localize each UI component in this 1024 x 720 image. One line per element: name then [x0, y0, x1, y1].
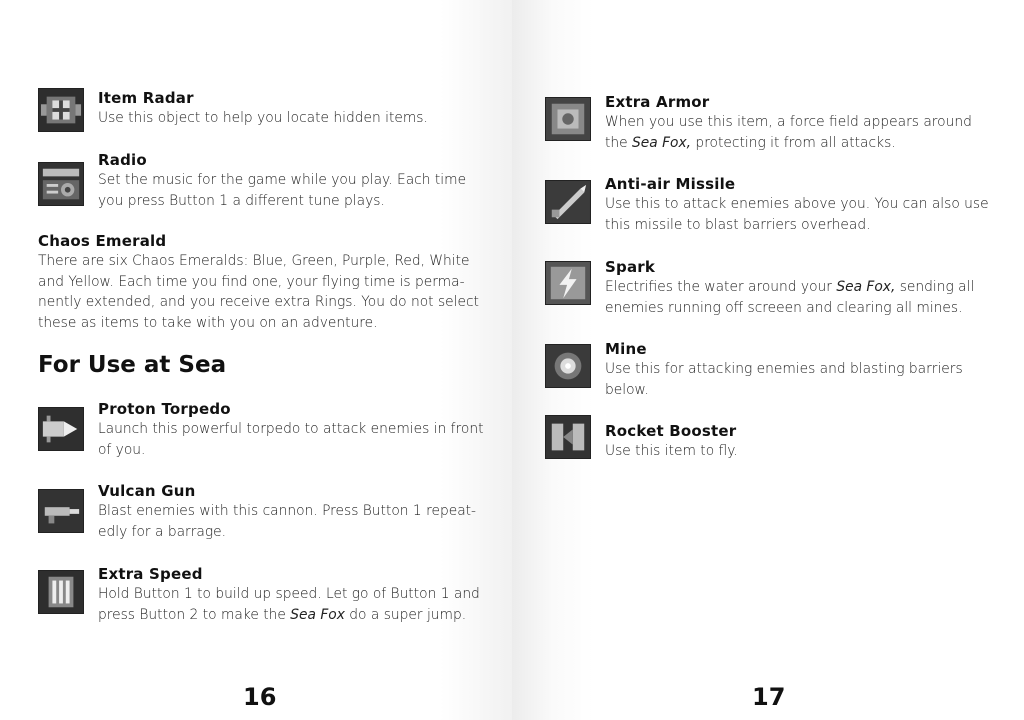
section-heading: For Use at Sea [38, 352, 227, 378]
item-title: Extra Armor [605, 93, 710, 111]
mine-icon [545, 344, 591, 388]
text-run: Electrifies the water around your [605, 279, 837, 295]
item-description: enemies running off screeen and clearing all mines. [605, 300, 963, 316]
right-page [512, 0, 1024, 720]
item-description: edly for a barrage. [98, 524, 226, 540]
text-run: press Button 2 to make the [98, 607, 291, 623]
item-description: There are six Chaos Emeralds: Blue, Green, Purple, Red, White [38, 253, 470, 269]
vulcan-gun-icon [38, 489, 84, 533]
item-title: Anti-air Missile [605, 175, 736, 193]
item-description [605, 133, 972, 154]
ship-name: Sea Fox [290, 607, 345, 623]
text-run: protecting it from all attacks. [691, 135, 896, 151]
page-number: 16 [243, 683, 277, 711]
text-run: sending all [895, 279, 975, 295]
item-description: this missile to blast barriers overhead. [605, 217, 871, 233]
item-description: Use this item to fly. [605, 443, 738, 459]
item-title: Extra Speed [98, 565, 203, 583]
item-title: Spark [605, 258, 656, 276]
speed-icon [38, 570, 84, 614]
chaos-emerald-entry [38, 231, 479, 333]
item-description [98, 605, 480, 626]
item-description: Blast enemies with this cannon. Press Button 1 repeat- [98, 503, 477, 519]
item-description: Hold Button 1 to build up speed. Let go of Button 1 and [98, 586, 480, 602]
item-title: Vulcan Gun [98, 482, 196, 500]
item-description: Set the music for the game while you play. Each time [98, 172, 467, 188]
radio-icon [38, 162, 84, 206]
item-description: Use this for attacking enemies and blasting barriers [605, 361, 963, 377]
rocket-booster-icon [545, 415, 591, 459]
item-title: Radio [98, 151, 147, 169]
torpedo-icon [38, 407, 84, 451]
ship-name: Sea Fox, [632, 135, 692, 151]
item-description: of you. [98, 442, 146, 458]
item-title: Chaos Emerald [38, 232, 167, 250]
item-description: Use this object to help you locate hidden items. [98, 110, 428, 126]
radar-icon [38, 88, 84, 132]
item-title: Item Radar [98, 89, 194, 107]
missile-icon [545, 180, 591, 224]
item-description [605, 277, 974, 298]
item-description: Use this to attack enemies above you. You can also use [605, 196, 989, 212]
item-description: these as items to take with you on an adventure. [38, 314, 378, 331]
text-run: do a super jump. [344, 607, 467, 623]
item-description: Launch this powerful torpedo to attack enemies in front [98, 421, 484, 437]
text-run: the [605, 135, 633, 151]
item-title: Mine [605, 340, 647, 358]
item-title: Proton Torpedo [98, 400, 231, 418]
armor-icon [545, 97, 591, 141]
item-description: and Yellow. Each time you find one, your flying time is perma- [38, 273, 465, 290]
spark-icon [545, 261, 591, 305]
item-description: below. [605, 382, 649, 398]
item-description: nently extended, and you receive extra Rings. You do not select [38, 294, 479, 310]
page-number: 17 [752, 683, 786, 711]
item-description: you press Button 1 a different tune plays. [98, 193, 385, 209]
ship-name: Sea Fox, [836, 279, 896, 295]
item-description: When you use this item, a force field appears around [605, 114, 972, 130]
item-title: Rocket Booster [605, 422, 737, 440]
